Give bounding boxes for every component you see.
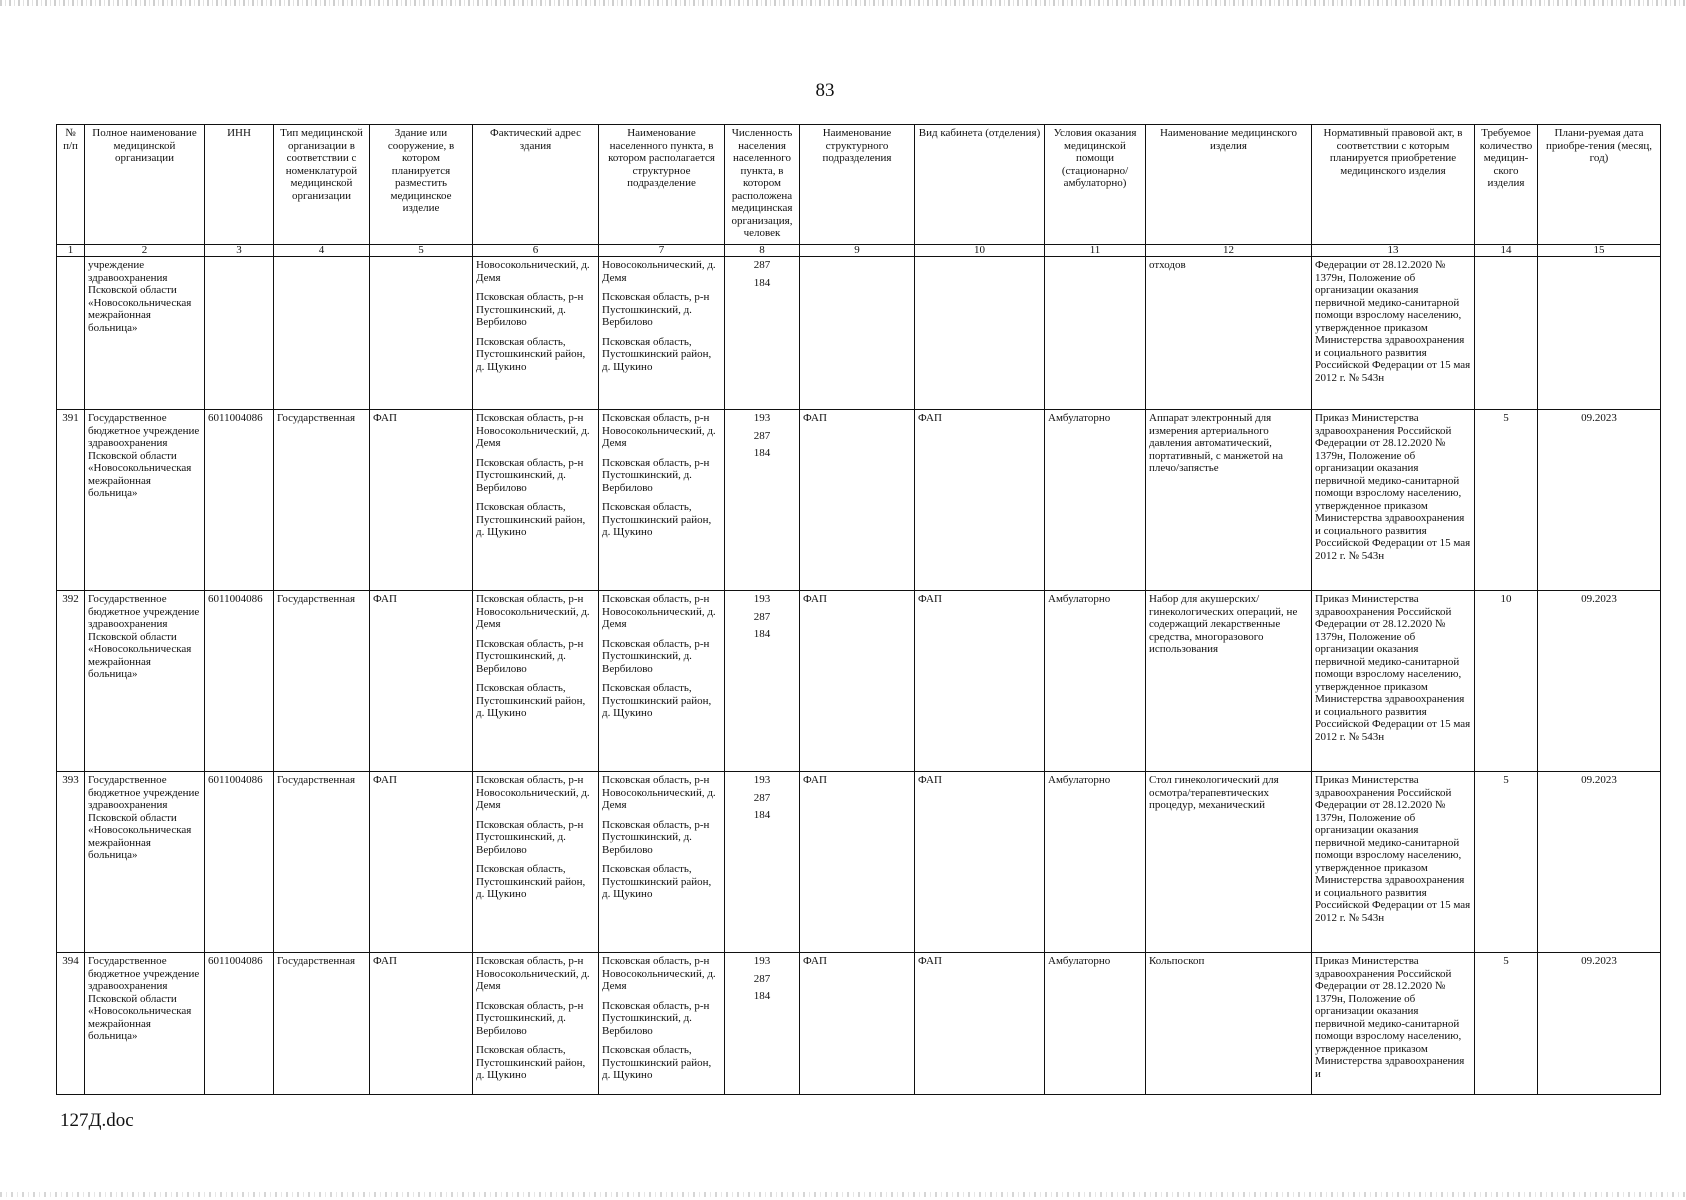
cell-quantity (1475, 257, 1538, 410)
address-line: Новосокольнический, д. Демя (476, 259, 590, 284)
cell-conditions (1045, 257, 1146, 410)
cell-type: Государственная (274, 953, 370, 1095)
scan-edge-top (0, 0, 1686, 6)
cell-unit: ФАП (800, 772, 915, 953)
cell-unit: ФАП (800, 953, 915, 1095)
settlement-line: Псковская область, р-н Новосокольнический, д. Демя (602, 412, 716, 449)
population-value: 193 (753, 774, 771, 786)
cell-cabinet: ФАП (915, 591, 1045, 772)
cell-conditions: Амбулаторно (1045, 410, 1146, 591)
column-number: 3 (205, 245, 274, 257)
header-cell: Плани-руемая дата приобре-тения (месяц, год) (1538, 125, 1661, 245)
cell-type: Государственная (274, 591, 370, 772)
population-value: 287 (753, 259, 771, 271)
settlement-line: Псковская область, р-н Новосокольнический, д. Демя (602, 955, 716, 992)
cell-settlement (599, 772, 725, 953)
cell-quantity: 5 (1475, 772, 1538, 953)
address-line: Псковская область, Пустошкинский район, д. Щукино (476, 682, 586, 719)
cell-unit: ФАП (800, 591, 915, 772)
address-line: Псковская область, Пустошкинский район, д. Щукино (476, 1044, 586, 1081)
cell-device: отходов (1146, 257, 1312, 410)
population-value: 287 (753, 610, 771, 623)
address-line: Псковская область, р-н Новосокольнический, д. Демя (476, 412, 590, 449)
population-value: 193 (753, 412, 771, 424)
cell-device: Кольпоскоп (1146, 953, 1312, 1095)
cell-population (725, 591, 800, 772)
cell-inn: 6011004086 (205, 410, 274, 591)
cell-inn (205, 257, 274, 410)
cell-settlement (599, 591, 725, 772)
cell-address (473, 257, 599, 410)
cell-legal-act: Федерации от 28.12.2020 № 1379н, Положение об организации оказания первичной медико-санитарной помощи взрослому населению, утвержденное приказом Министерства здравоохранения и социального развития Российской Федерации от 15 мая 2012 г. № 543н (1312, 257, 1475, 410)
cell-settlement (599, 257, 725, 410)
population-value: 287 (753, 429, 771, 442)
address-line: Псковская область, Пустошкинский район, д. Щукино (476, 335, 586, 373)
cell-address (473, 953, 599, 1095)
address-line: Псковская область, р-н Новосокольнический, д. Демя (476, 955, 590, 992)
settlement-line: Псковская область, р-н Новосокольнический, д. Демя (602, 774, 716, 811)
page-number: 83 (815, 80, 835, 101)
cell-organization: учреждение здравоохранения Псковской области «Новосокольническая межрайонная больница» (85, 257, 205, 410)
population-value: 193 (753, 593, 771, 605)
cell-number (57, 257, 85, 410)
cell-building: ФАП (370, 410, 473, 591)
cell-unit: ФАП (800, 410, 915, 591)
header-cell: Требуемое количество медицин-ского изделия (1475, 125, 1538, 245)
address-line: Псковская область, р-н Новосокольнический, д. Демя (476, 593, 590, 630)
population-value: 287 (753, 972, 771, 985)
cell-number: 391 (57, 410, 85, 591)
cell-organization: Государственное бюджетное учреждение здравоохранения Псковской области «Новосокольническая межрайонная больница» (85, 591, 205, 772)
cell-address (473, 410, 599, 591)
settlement-line: Псковская область, р-н Новосокольнический, д. Демя (602, 593, 716, 630)
column-number: 10 (915, 245, 1045, 257)
cell-cabinet: ФАП (915, 953, 1045, 1095)
header-cell: Полное наименование медицинской организации (85, 125, 205, 245)
population-value: 184 (753, 276, 771, 289)
settlement-line: Псковская область, Пустошкинский район, д. Щукино (602, 501, 712, 538)
cell-settlement (599, 410, 725, 591)
cell-conditions: Амбулаторно (1045, 953, 1146, 1095)
cell-quantity: 10 (1475, 591, 1538, 772)
settlement-line: Псковская область, р-н Пустошкинский, д. Вербилово (602, 818, 710, 856)
header-cell: Наименование медицинского изделия (1146, 125, 1312, 245)
table-row (57, 953, 1661, 1095)
address-line: Псковская область, р-н Пустошкинский, д. Вербилово (476, 637, 584, 675)
cell-inn: 6011004086 (205, 772, 274, 953)
settlement-line: Псковская область, Пустошкинский район, д. Щукино (602, 335, 712, 373)
cell-organization: Государственное бюджетное учреждение здравоохранения Псковской области «Новосокольническая межрайонная больница» (85, 953, 205, 1095)
cell-type (274, 257, 370, 410)
header-cell: Вид кабинета (отделения) (915, 125, 1045, 245)
address-line: Псковская область, р-н Пустошкинский, д. Вербилово (476, 999, 584, 1037)
cell-settlement (599, 953, 725, 1095)
header-cell: Наименование населенного пункта, в котором располагается структурное подразделение (599, 125, 725, 245)
cell-number: 393 (57, 772, 85, 953)
cell-date: 09.2023 (1538, 953, 1661, 1095)
header-cell: Численность населения населенного пункта, в котором расположена медицинская организация, человек (725, 125, 800, 245)
column-number: 14 (1475, 245, 1538, 257)
cell-legal-act: Приказ Министерства здравоохранения Российской Федерации от 28.12.2020 № 1379н, Положение об организации оказания первичной медико-санитарной помощи взрослому населению, утвержденное приказом Министерства здравоохранения и социального развития Российской Федерации от 15 мая 2012 г. № 543н (1312, 410, 1475, 591)
header-cell: Нормативный правовой акт, в соответствии с которым планируется приобретение медицинского изделия (1312, 125, 1475, 245)
medical-devices-table (56, 124, 1661, 1095)
cell-population (725, 410, 800, 591)
column-number: 13 (1312, 245, 1475, 257)
cell-organization: Государственное бюджетное учреждение здравоохранения Псковской области «Новосокольническая межрайонная больница» (85, 772, 205, 953)
address-line: Псковская область, р-н Пустошкинский, д. Вербилово (476, 818, 584, 856)
document-filename: 127Д.doc (60, 1110, 134, 1131)
header-cell: Тип медицинской организации в соответствии с номенклатурой медицинской организации (274, 125, 370, 245)
cell-legal-act: Приказ Министерства здравоохранения Российской Федерации от 28.12.2020 № 1379н, Положение об организации оказания первичной медико-санитарной помощи взрослому населению, утвержденное приказом Министерства здравоохранения и социального развития Российской Федерации от 15 мая 2012 г. № 543н (1312, 591, 1475, 772)
settlement-line: Псковская область, р-н Пустошкинский, д. Вербилово (602, 291, 710, 328)
cell-building: ФАП (370, 772, 473, 953)
cell-inn: 6011004086 (205, 953, 274, 1095)
settlement-line: Псковская область, Пустошкинский район, д. Щукино (602, 1044, 712, 1081)
cell-type: Государственная (274, 410, 370, 591)
cell-population (725, 953, 800, 1095)
cell-population (725, 257, 800, 410)
cell-organization: Государственное бюджетное учреждение здравоохранения Псковской области «Новосокольническая межрайонная больница» (85, 410, 205, 591)
column-number-row (57, 245, 1661, 257)
cell-address (473, 772, 599, 953)
population-value: 184 (753, 628, 771, 640)
cell-number: 392 (57, 591, 85, 772)
cell-address (473, 591, 599, 772)
cell-legal-act: Приказ Министерства здравоохранения Российской Федерации от 28.12.2020 № 1379н, Положение об организации оказания первичной медико-санитарной помощи взрослому населению, утвержденное приказом Министерства здравоохранения и (1312, 953, 1475, 1095)
cell-legal-act: Приказ Министерства здравоохранения Российской Федерации от 28.12.2020 № 1379н, Положение об организации оказания первичной медико-санитарной помощи взрослому населению, утвержденное приказом Министерства здравоохранения и социального развития Российской Федерации от 15 мая 2012 г. № 543н (1312, 772, 1475, 953)
header-cell: ИНН (205, 125, 274, 245)
population-value: 184 (753, 809, 771, 821)
address-line: Псковская область, р-н Пустошкинский, д. Вербилово (476, 456, 584, 494)
scan-edge-bottom (0, 1192, 1686, 1197)
header-cell: Фактический адрес здания (473, 125, 599, 245)
cell-population (725, 772, 800, 953)
address-line: Псковская область, Пустошкинский район, д. Щукино (476, 863, 586, 900)
address-line: Псковская область, р-н Новосокольнический, д. Демя (476, 774, 590, 811)
header-row (57, 125, 1661, 245)
cell-quantity: 5 (1475, 410, 1538, 591)
population-value: 184 (753, 447, 771, 459)
address-line: Псковская область, р-н Пустошкинский, д. Вербилово (476, 291, 584, 328)
column-number: 4 (274, 245, 370, 257)
cell-conditions: Амбулаторно (1045, 591, 1146, 772)
address-line: Псковская область, Пустошкинский район, д. Щукино (476, 501, 586, 538)
column-number: 11 (1045, 245, 1146, 257)
cell-type: Государственная (274, 772, 370, 953)
cell-unit (800, 257, 915, 410)
header-cell: Условия оказания медицинской помощи (стационарно/ амбулаторно) (1045, 125, 1146, 245)
table-row-continuation (57, 257, 1661, 410)
cell-number: 394 (57, 953, 85, 1095)
cell-date: 09.2023 (1538, 410, 1661, 591)
cell-inn: 6011004086 (205, 591, 274, 772)
column-number: 1 (57, 245, 85, 257)
table-row (57, 410, 1661, 591)
cell-building (370, 257, 473, 410)
cell-building: ФАП (370, 591, 473, 772)
cell-date: 09.2023 (1538, 591, 1661, 772)
settlement-line: Псковская область, Пустошкинский район, д. Щукино (602, 863, 712, 900)
cell-date: 09.2023 (1538, 772, 1661, 953)
header-cell: Здание или сооружение, в котором планируется разместить медицинское изделие (370, 125, 473, 245)
header-cell: Наименование структурного подразделения (800, 125, 915, 245)
settlement-line: Новосокольнический, д. Демя (602, 259, 716, 284)
table-row (57, 772, 1661, 953)
settlement-line: Псковская область, р-н Пустошкинский, д. Вербилово (602, 999, 710, 1037)
cell-device: Набор для акушерских/гинекологических операций, не содержащий лекарственные средства, многоразового использования (1146, 591, 1312, 772)
table-row (57, 591, 1661, 772)
column-number: 2 (85, 245, 205, 257)
column-number: 7 (599, 245, 725, 257)
cell-conditions: Амбулаторно (1045, 772, 1146, 953)
cell-date (1538, 257, 1661, 410)
column-number: 8 (725, 245, 800, 257)
column-number: 15 (1538, 245, 1661, 257)
cell-cabinet (915, 257, 1045, 410)
cell-device: Стол гинекологический для осмотра/терапевтических процедур, механический (1146, 772, 1312, 953)
column-number: 12 (1146, 245, 1312, 257)
cell-device: Аппарат электронный для измерения артериального давления автоматический, портативный, с манжетой на плечо/запястье (1146, 410, 1312, 591)
population-value: 193 (753, 955, 771, 967)
cell-cabinet: ФАП (915, 772, 1045, 953)
column-number: 6 (473, 245, 599, 257)
column-number: 5 (370, 245, 473, 257)
column-number: 9 (800, 245, 915, 257)
population-value: 287 (753, 791, 771, 804)
settlement-line: Псковская область, р-н Пустошкинский, д. Вербилово (602, 637, 710, 675)
cell-cabinet: ФАП (915, 410, 1045, 591)
settlement-line: Псковская область, р-н Пустошкинский, д. Вербилово (602, 456, 710, 494)
header-cell: № п/п (57, 125, 85, 245)
population-value: 184 (753, 990, 771, 1002)
cell-building: ФАП (370, 953, 473, 1095)
settlement-line: Псковская область, Пустошкинский район, д. Щукино (602, 682, 712, 719)
cell-quantity: 5 (1475, 953, 1538, 1095)
